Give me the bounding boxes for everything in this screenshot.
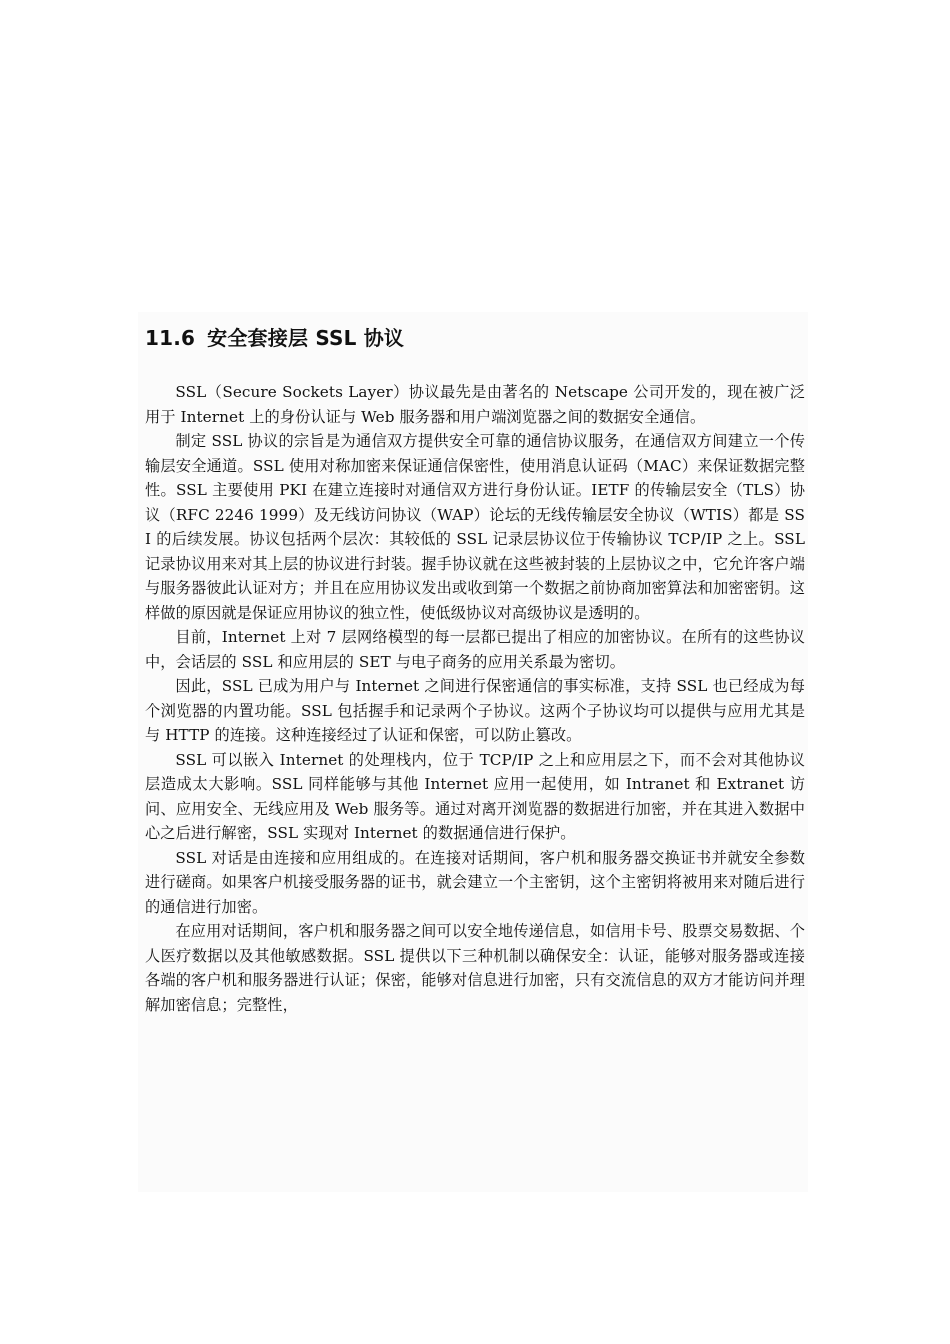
section-title: 安全套接层 SSL 协议 bbox=[207, 326, 405, 350]
paragraph-1: SSL（Secure Sockets Layer）协议最先是由著名的 Netscape 公司开发的，现在被广泛用于 Internet 上的身份认证与 Web 服务器和用户端浏览器之间的数据安全通信。 bbox=[145, 383, 805, 426]
section-heading bbox=[145, 323, 404, 353]
paragraph-4: 因此，SSL 已成为用户与 Internet 之间进行保密通信的事实标准，支持 SSL 也已经成为每个浏览器的内置功能。SSL 包括握手和记录两个子协议。这两个子协议均可以提供与应用尤其是与 HTTP 的连接。这种连接经过了认证和保密，可以防止篡改。 bbox=[145, 677, 805, 744]
section-number: 11.6 bbox=[145, 326, 196, 350]
body-text bbox=[145, 380, 805, 1017]
paragraph-6: SSL 对话是由连接和应用组成的。在连接对话期间，客户机和服务器交换证书并就安全参数进行磋商。如果客户机接受服务器的证书，就会建立一个主密钥，这个主密钥将被用来对随后进行的通信进行加密。 bbox=[145, 848, 805, 916]
paragraph-2: 制定 SSL 协议的宗旨是为通信双方提供安全可靠的通信协议服务，在通信双方间建立一个传输层安全通道。SSL 使用对称加密来保证通信保密性，使用消息认证码（MAC）来保证数据完整性。SSL 主要使用 PKI 在建立连接时对通信双方进行身份认证。IETF 的传输层安全（TLS）协议（RFC 2246 1999）及无线访问协议（WAP）论坛的无线传输层安全协议（WTIS）都是 SSI 的后续发展。协议包括两个层次：其较低的 SSL 记录层协议位于传输协议 TCP/IP 之上。SSL 记录协议用来对其上层的协议进行封装。握手协议就在这些被封装的上层协议之中，它允许客户端与服务器彼此认证对方；并且在应用协议发出或收到第一个数据之前协商加密算法和加密密钥。这样做的原因就是保证应用协议的独立性，使低级协议对高级协议是透明的。 bbox=[145, 432, 805, 622]
paragraph-5: SSL 可以嵌入 Internet 的处理栈内，位于 TCP/IP 之上和应用层之下，而不会对其他协议层造成太大影响。SSL 同样能够与其他 Internet 应用一起使用，如 Intranet 和 Extranet 访问、应用安全、无线应用及 Web 服务等。通过对离开浏览器的数据进行加密，并在其进入数据中心之后进行解密，SSL 实现对 Internet 的数据通信进行保护。 bbox=[145, 750, 805, 842]
paragraph-7: 在应用对话期间，客户机和服务器之间可以安全地传递信息，如信用卡号、股票交易数据、个人医疗数据以及其他敏感数据。SSL 提供以下三种机制以确保安全：认证，能够对服务器或连接各端的客户机和服务器进行认证；保密，能够对信息进行加密，只有交流信息的双方才能访问并理解加密信息；完整性， bbox=[145, 922, 805, 1014]
paragraph-3: 目前，Internet 上对 7 层网络模型的每一层都已提出了相应的加密协议。在所有的这些协议中，会话层的 SSL 和应用层的 SET 与电子商务的应用关系最为密切。 bbox=[145, 628, 805, 671]
